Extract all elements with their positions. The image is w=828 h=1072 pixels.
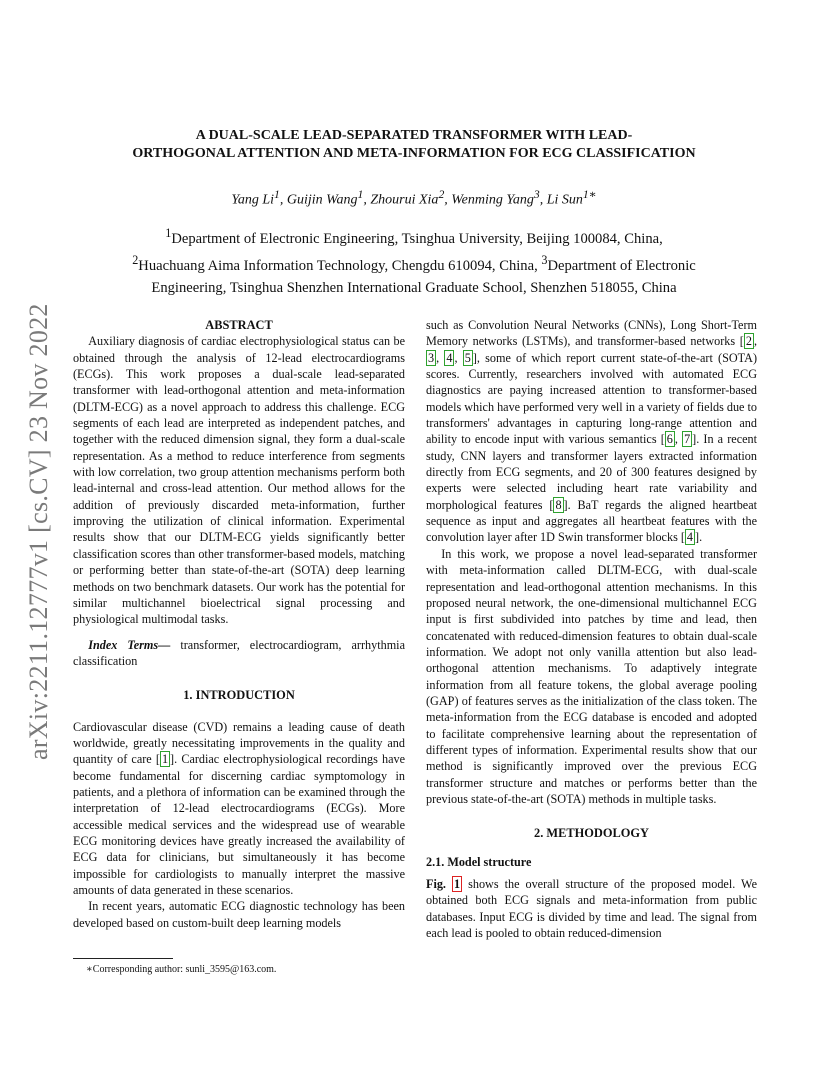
author-affil-mark: 1: [357, 188, 364, 201]
intro-text: Cardiovascular disease (CVD) remains a leading cause of death worldwide, greatly necessitating improvements in the quality and quantity of care: [73, 719, 405, 767]
citation-link[interactable]: 8: [555, 497, 562, 512]
figure-label: Fig.: [426, 877, 446, 891]
abstract-heading: ABSTRACT: [205, 318, 273, 332]
affiliation-line-1: [80, 223, 748, 250]
method-paragraph-1: [426, 876, 757, 941]
intro-paragraph-1: Cardiovascular disease (CVD) remains a leading cause of death worldwide, greatly necessitating improvements in the quality and quantity of care [ 1 ]. Cardiac electrophysiological recordings have become fundamental for discerning cardiac symptomology in patients, and a plethora of information can be examined through the interpretation of 12-lead electrocardiograms (ECGs). More accessible medical services and the widespread use of wearable ECG monitoring devices have greatly increased the availability of ECG data for clinicians, but simultaneously it has become impossible for cardiologists to manually interpret the massive amounts of data generated in these scenarios.: [73, 719, 405, 897]
index-terms-label: Index Terms—: [88, 637, 171, 652]
author-affil-mark: 3: [533, 188, 540, 201]
section-heading-introduction: 1. INTRODUCTION: [183, 688, 295, 703]
intro-paragraph-3: In this work, we propose a novel lead-separated transformer with meta-information called DLTM-ECG, with dual-scale representation and lead-orthogonal attention mechanisms. In this proposed neural network, the one-dimensional multichannel ECG input is first subdivided into patches by time and lead, then concatenated with reduced-dimension features to obtain dual-scale information. We adopt not only vanilla attention but also lead-orthogonal attention mechanisms. To adaptively integrate information from all feature tokens, the global average pooling (GAP) of features serves as the initialization of the class token. The meta-information from the ECG database is encoded and adopted to facilitate comprehensive learning about the representation of different types of information. Experimental results show that our method is significantly improved over the previous ECG transformer structure and matches or performs better than the previous state-of-the-art (SOTA) methods in multiple tasks.: [426, 546, 757, 806]
citation-link[interactable]: 4: [686, 530, 694, 545]
affiliation-2: Huachuang Aima Information Technology, Chengdu 610094, China,: [138, 258, 542, 275]
intro-text: . BaT regards the aligned heartbeat sequence as input and aggregates all heartbeat features with the convolution layer after 1D Swin transformer blocks: [426, 497, 757, 545]
citation-link[interactable]: 3: [428, 350, 435, 365]
intro-text: .: [699, 530, 703, 545]
figure-link[interactable]: 1: [454, 877, 461, 891]
author-affil-mark: 1: [274, 188, 280, 201]
author-name: Yang Li: [231, 192, 275, 208]
citation-link[interactable]: 6: [666, 432, 673, 447]
author-name: Wenming Yang: [451, 192, 534, 208]
intro-paragraph-2: In recent years, automatic ECG diagnostic technology has been developed based on custom-built deep learning models: [73, 899, 405, 930]
affiliation-line-3: Engineering, Tsinghua Shenzhen International Graduate School, Shenzhen 518055, China: [151, 279, 677, 296]
subsection-heading-model-structure: 2.1. Model structure: [426, 854, 532, 869]
title-line-2: ORTHOGONAL ATTENTION AND META-INFORMATION FOR ECG CLASSIFICATION: [132, 146, 696, 161]
citation-link[interactable]: 2: [745, 334, 752, 349]
author-affil-mark: 2: [438, 188, 445, 201]
index-terms: [73, 637, 405, 670]
author-name: Li Sun: [546, 192, 583, 208]
paper-title: [80, 127, 748, 163]
affiliations: [80, 223, 748, 299]
method-text: shows the overall structure of the proposed model. We obtained both ECG signals and meta-information from public databases. Input ECG is divided by time and lead. The signal from each lead is pooled to obtain reduced-dimension: [426, 877, 757, 941]
author-name: Guijin Wang: [286, 192, 358, 208]
author-name: Zhourui Xia: [370, 192, 439, 208]
intro-text: . Cardiac electrophysiological recordings have become fundamental for discerning cardiac symptomology in patients, and a plethora of information can be examined through the interpretation of 12-lead electrocardiograms (ECGs). More accessible medical services and the widespread use of wearable ECG monitoring devices have greatly increased the availability of ECG data for clinicians, but simultaneously it has become impossible for cardiologists to manually interpret the massive amounts of data generated in these scenarios.: [73, 752, 405, 897]
author-affil-mark: 1∗: [582, 188, 597, 201]
right-column: [426, 317, 757, 941]
affil-mark: 1: [165, 226, 172, 240]
title-line-1: A DUAL-SCALE LEAD-SEPARATED TRANSFORMER WITH LEAD-: [195, 128, 633, 143]
footnote-rule: [73, 958, 173, 959]
intro-text: , some of which report current state-of-the-art (SOTA) scores. Currently, researchers involved with automated ECG diagnostics are paying increased attention to transformer-based models which have performed very well in a variety of fields due to transformers' advantages in capturing long-range attention and ability to encode input with various semantics: [426, 350, 758, 447]
affil-mark: 3: [541, 253, 548, 268]
section-heading-methodology: 2. METHODOLOGY: [534, 826, 649, 841]
footnote-corresponding-author: ∗Corresponding author: sunli_3595@163.com.: [86, 964, 277, 975]
abstract-text: Auxiliary diagnosis of cardiac electrophysiological status can be obtained through the analysis of 12-lead electrocardiograms (ECGs). This work proposes a dual-scale lead-separated transformer with lead-orthogonal attention and meta-information (DLTM-ECG) as a novel approach to address this challenge. ECG segments of each lead are interpreted as independent patches, and together with the reduced dimension signal, they form a dual-scale representation. As a method to reduce interference from segments with low correlation, two group attention mechanisms perform both lead-internal and cross-lead attention. Our method allows for the addition of previously discarded meta-information, further improving the utilization of clinical information. Experimental results show that our DLTM-ECG yields significantly better classification scores than other transformer-based models, matching or performing better than state-of-the-art (SOTA) deep learning methods on two benchmark datasets. Our work has the potential for similar multichannel bioelectrical signal processing and physiological multimodal tasks.: [73, 334, 405, 627]
intro-paragraph-2-cont: such as Convolution Neural Networks (CNNs), Long Short-Term Memory networks (LSTMs), and transformer-based networks [ 2 , 3 , 4 , 5 ], some of which report current state-of-the-art (SOTA) scores. Currently, researchers involved with automated ECG diagnostics are paying increased attention to transformer-based models which have performed very well in a variety of fields due to transformers' advantages in capturing long-range attention and ability to encode input with various semantics [ 6 , 7 ]. In a recent study, CNN layers and transformer layers extracted information directly from ECG segments, and 20 of 300 features designed by experts were selected including heart rate variability and morphological features [ 8 ]. BaT regards the aligned heartbeat sequence as input and aggregates all heartbeat features with the convolution layer after 1D Swin transformer blocks [ 4 ].: [426, 318, 758, 545]
citation-link[interactable]: 7: [684, 432, 691, 447]
citation-link[interactable]: 4: [446, 350, 453, 365]
affil-mark: 2: [132, 253, 139, 268]
intro-text: such as Convolution Neural Networks (CNNs), Long Short-Term Memory networks (LSTMs), and transformer-based networks: [426, 318, 757, 349]
author-list: Yang Li$^1$, Guijin Wang$^1$, Zhourui Xia$^2$, Wenming Yang$^3$, Li Sun$^{1∗}$: [231, 188, 597, 208]
citation-link[interactable]: 1: [161, 752, 169, 767]
citation-link[interactable]: 5: [464, 350, 471, 365]
affiliation-1: Department of Electronic Engineering, Tsinghua University, Beijing 100084, China,: [171, 230, 663, 247]
arxiv-identifier: arXiv:2211.12777v1 [cs.CV] 23 Nov 2022: [24, 303, 53, 760]
index-terms-text: transformer, electrocardiogram, arrhythmia classification: [73, 637, 405, 668]
left-column: [73, 317, 405, 931]
intro-text: . In a recent study, CNN layers and transformer layers extracted information directly from ECG segments, and 20 of 300 features designed by experts were selected including heart rate variability and morphological features: [426, 432, 757, 512]
affiliation-line-2: [80, 250, 748, 277]
affiliation-3: Department of Electronic: [547, 258, 696, 275]
